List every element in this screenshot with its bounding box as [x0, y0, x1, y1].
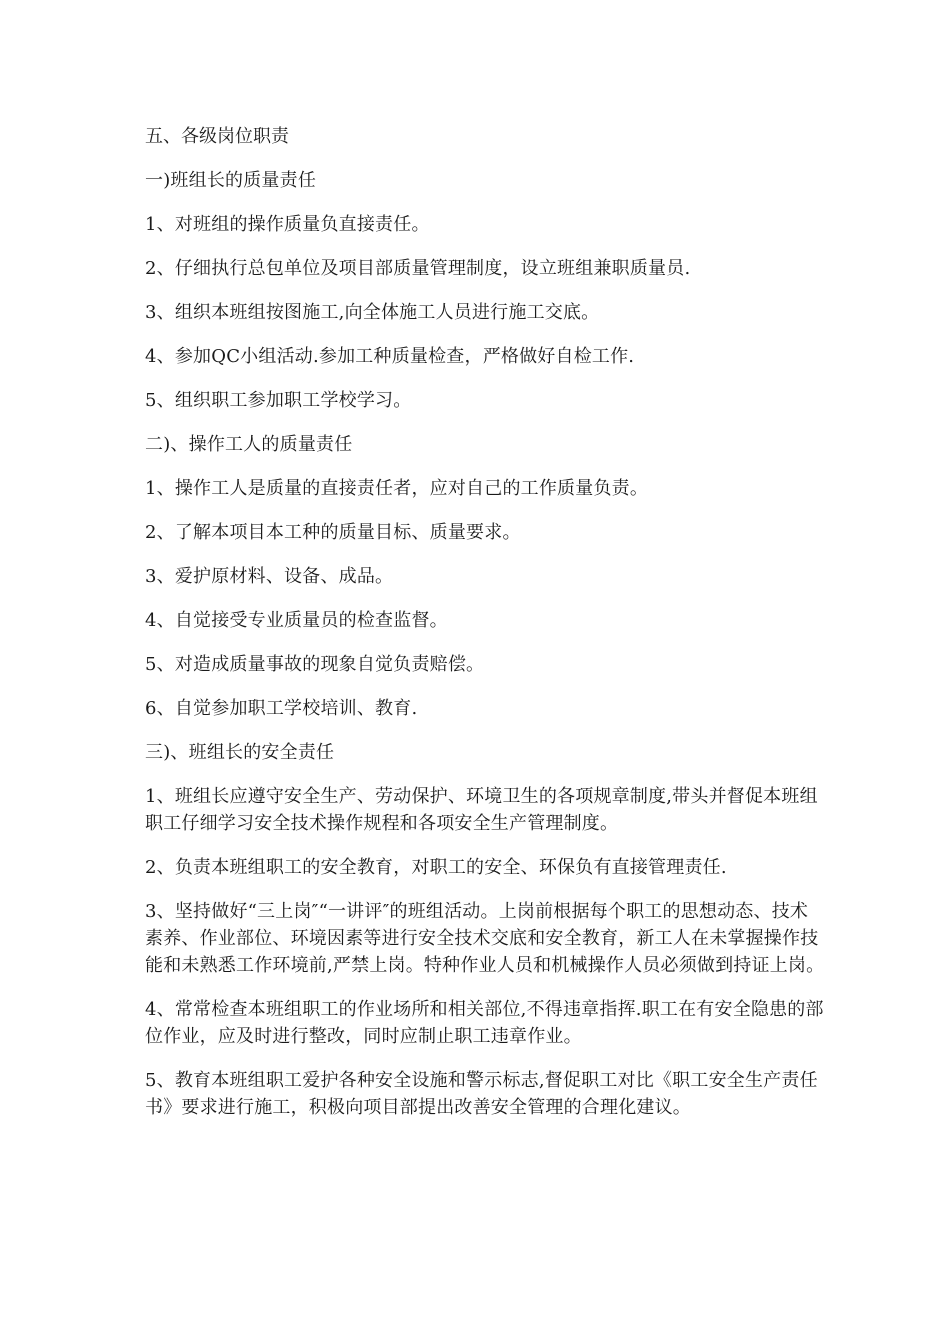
list-item: 1、对班组的操作质量负直接责任。 — [145, 214, 430, 235]
list-item: 2、仔细执行总包单位及项目部质量管理制度，设立班组兼职质量员. — [145, 258, 691, 279]
list-item: 5、对造成质量事故的现象自觉负责赔偿。 — [145, 654, 485, 675]
list-item: 1、操作工人是质量的直接责任者，应对自己的工作质量负责。 — [145, 478, 649, 499]
list-item: 6、自觉参加职工学校培训、教育. — [145, 698, 418, 719]
section-title-team-leader-quality: 一)班组长的质量责任 — [145, 170, 317, 191]
list-item: 5、组织职工参加职工学校学习。 — [145, 390, 412, 411]
list-item: 4、参加QC小组活动.参加工种质量检查，严格做好自检工作. — [145, 346, 635, 367]
list-item: 4、常常检查本班组职工的作业场所和相关部位,不得违章指挥.职工在有安全隐患的部位作业，应及时进行整改，同时应制止职工违章作业。 — [145, 999, 824, 1047]
document-body — [145, 123, 825, 1138]
list-item: 5、教育本班组职工爱护各种安全设施和警示标志,督促职工对比《职工安全生产责任书》要求进行施工，积极向项目部提出改善安全管理的合理化建议。 — [145, 1070, 818, 1118]
chapter-heading: 五、各级岗位职责 — [145, 126, 289, 147]
section-title-worker-quality: 二)、操作工人的质量责任 — [145, 434, 353, 455]
list-item: 2、了解本项目本工种的质量目标、质量要求。 — [145, 522, 521, 543]
list-item: 3、组织本班组按图施工,向全体施工人员进行施工交底。 — [145, 302, 600, 323]
list-item: 3、爱护原材料、设备、成品。 — [145, 566, 394, 587]
section-title-team-leader-safety: 三)、班组长的安全责任 — [145, 742, 335, 763]
list-item: 4、自觉接受专业质量员的检查监督。 — [145, 610, 448, 631]
list-item: 2、负责本班组职工的安全教育，对职工的安全、环保负有直接管理责任. — [145, 857, 727, 878]
list-item: 3、坚持做好“三上岗″“一讲评″的班组活动。上岗前根据每个职工的思想动态、技术素养、作业部位、环境因素等进行安全技术交底和安全教育，新工人在未掌握操作技能和未熟悉工作环境前,严禁上岗。特种作业人员和机械操作人员必须做到持证上岗。 — [145, 901, 825, 976]
list-item: 1、班组长应遵守安全生产、劳动保护、环境卫生的各项规章制度,带头并督促本班组职工仔细学习安全技术操作规程和各项安全生产管理制度。 — [145, 786, 818, 834]
